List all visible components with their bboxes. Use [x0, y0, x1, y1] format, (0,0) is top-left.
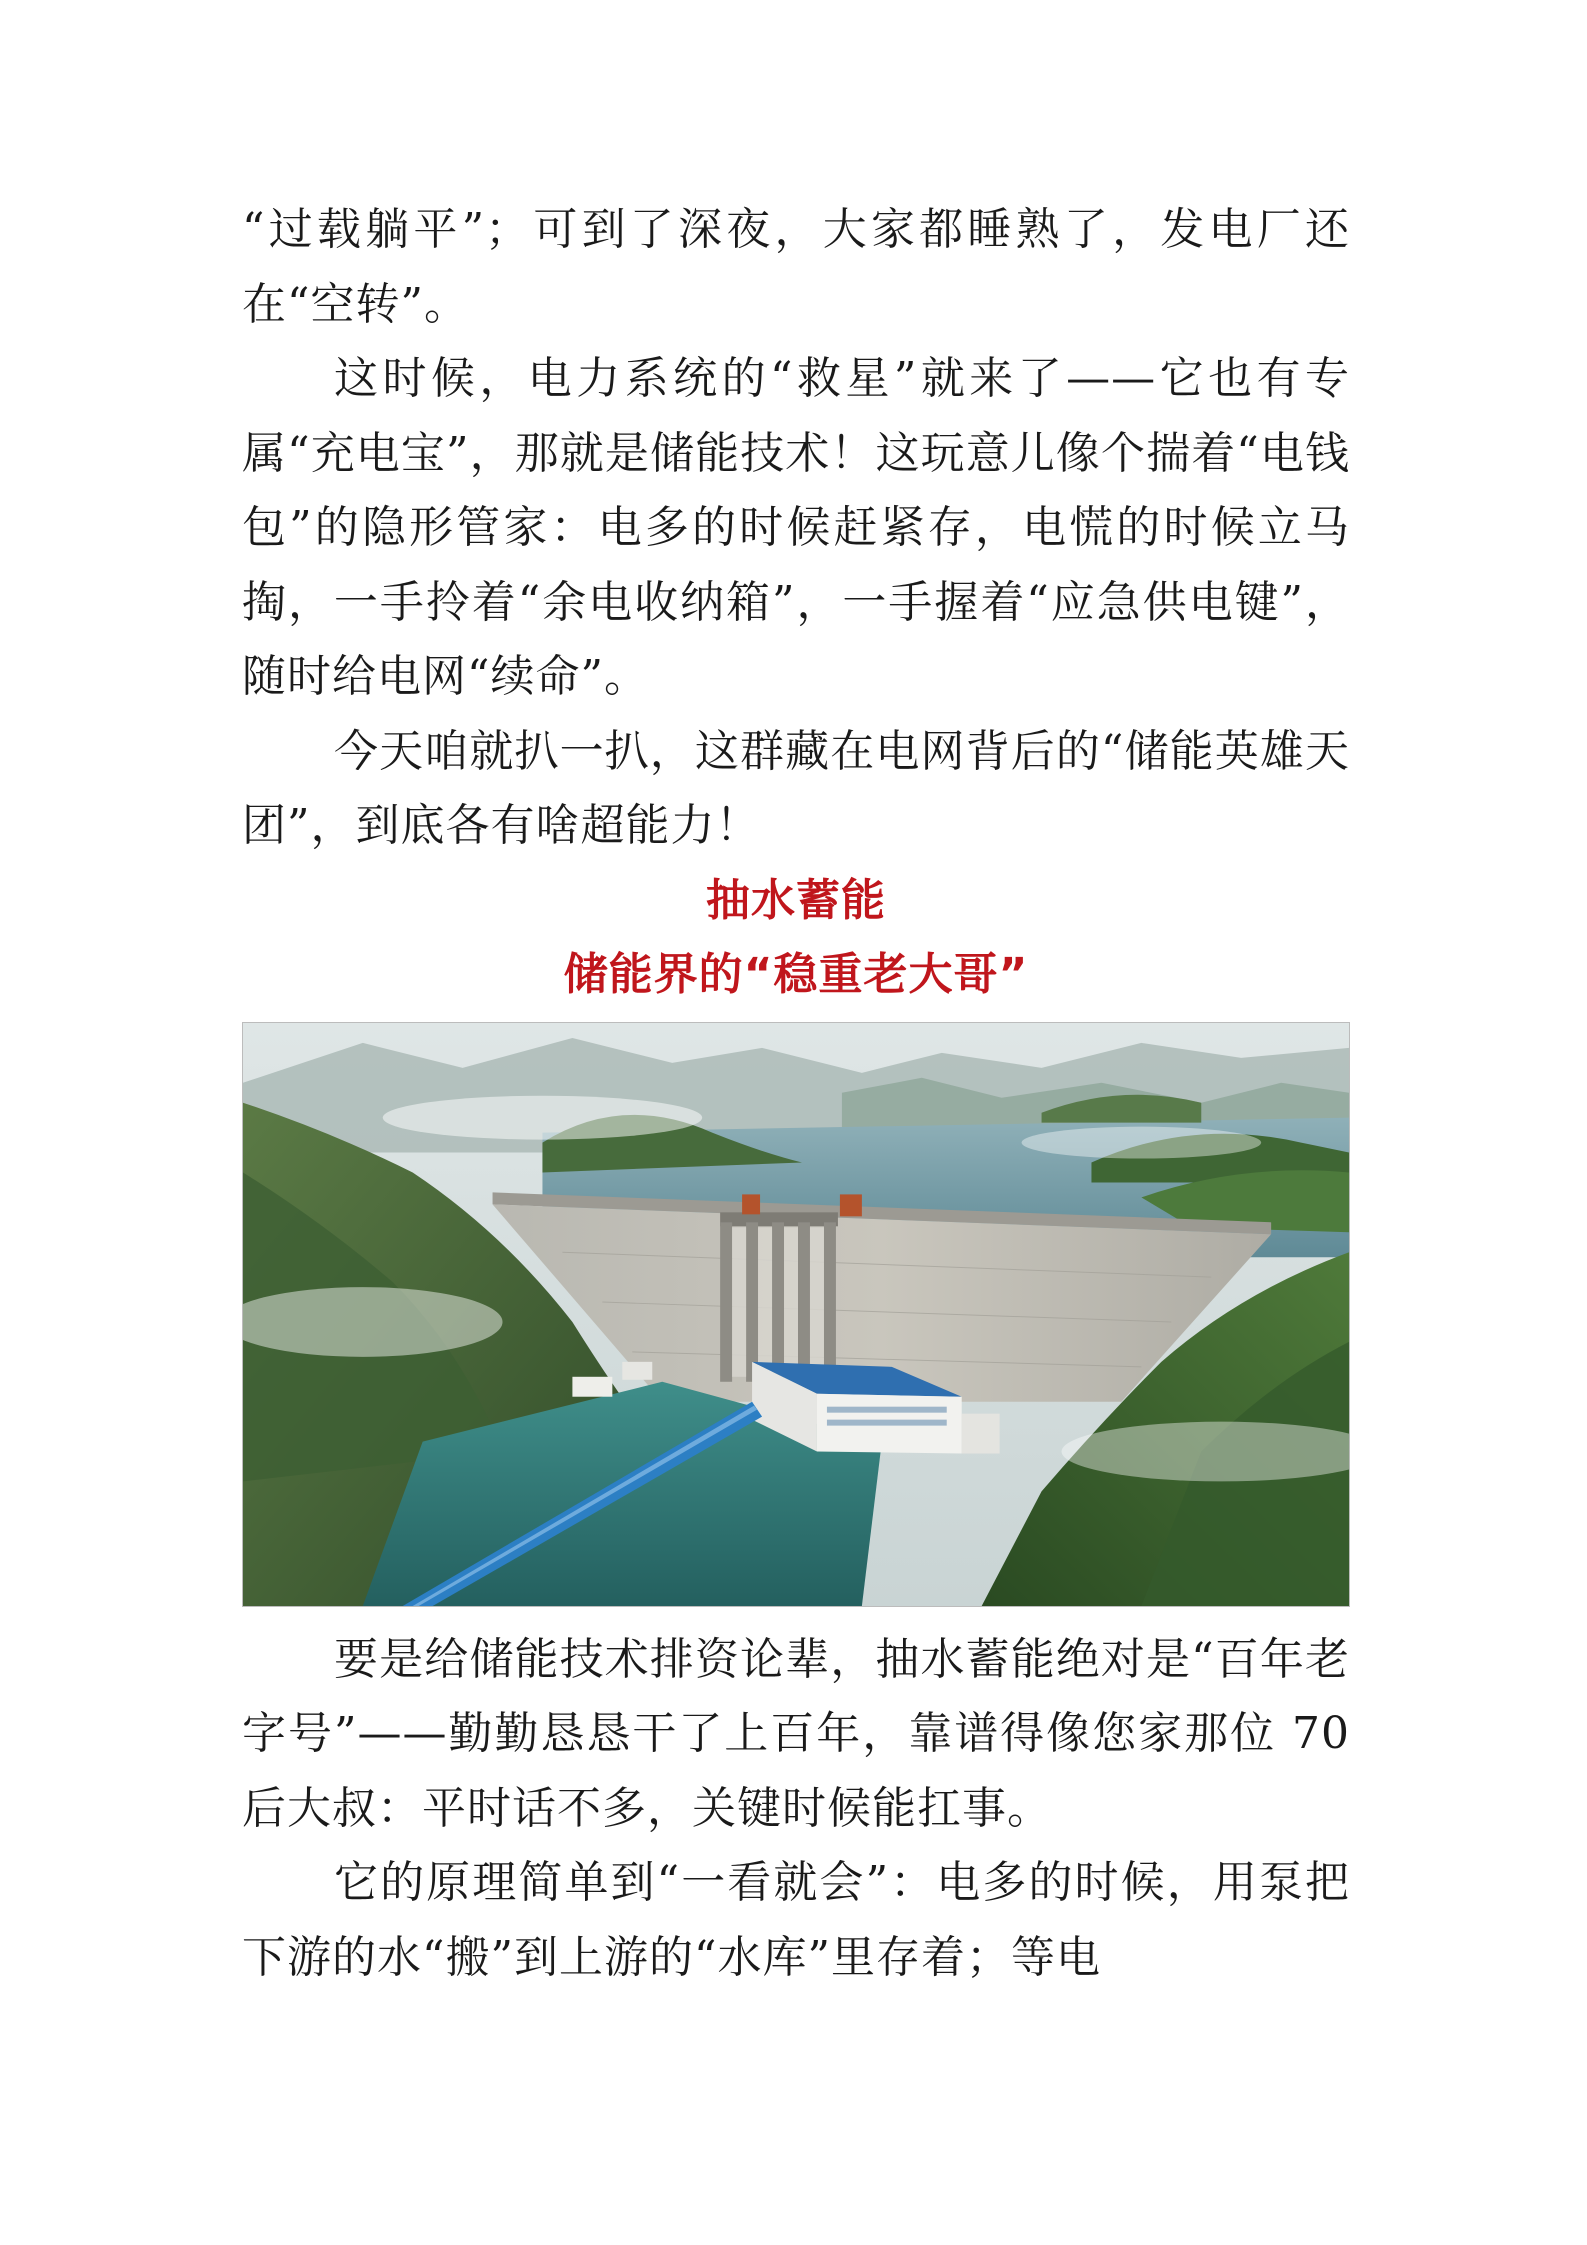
paragraph-principle: 它的原理简单到“一看就会”：电多的时候，用泵把下游的水“搬”到上游的“水库”里存着；等电 [242, 1857, 1350, 1983]
pumped-storage-dam-photo [242, 1022, 1350, 1607]
paragraph-energy-storage-intro: 这时候，电力系统的“救星”就来了——它也有专属“充电宝”，那就是储能技术！这玩意儿像个揣着“电钱包”的隐形管家：电多的时候赶紧存，电慌的时候立马掏，一手拎着“余电收纳箱”，一手握着“应急供电键”，随时给电网“续命”。 [242, 353, 1350, 702]
paragraph-century-brand: 要是给储能技术排资论辈，抽水蓄能绝对是“百年老字号”——勤勤恳恳干了上百年，靠谱得像您家那位 70 后大叔：平时话不多，关键时候能扛事。 [242, 1633, 1350, 1834]
section-subtitle: 储能界的“稳重老大哥” [563, 948, 1029, 1000]
section-title: 抽水蓄能 [706, 874, 886, 926]
document-page [242, 193, 1350, 1995]
paragraph-continuation: “过载躺平”；可到了深夜，大家都睡熟了，发电厂还在“空转”。 [242, 204, 1350, 330]
dam-illustration [243, 1023, 1349, 1606]
paragraph-hero-team: 今天咱就扒一扒，这群藏在电网背后的“储能英雄天团”，到底各有啥超能力！ [242, 725, 1350, 851]
